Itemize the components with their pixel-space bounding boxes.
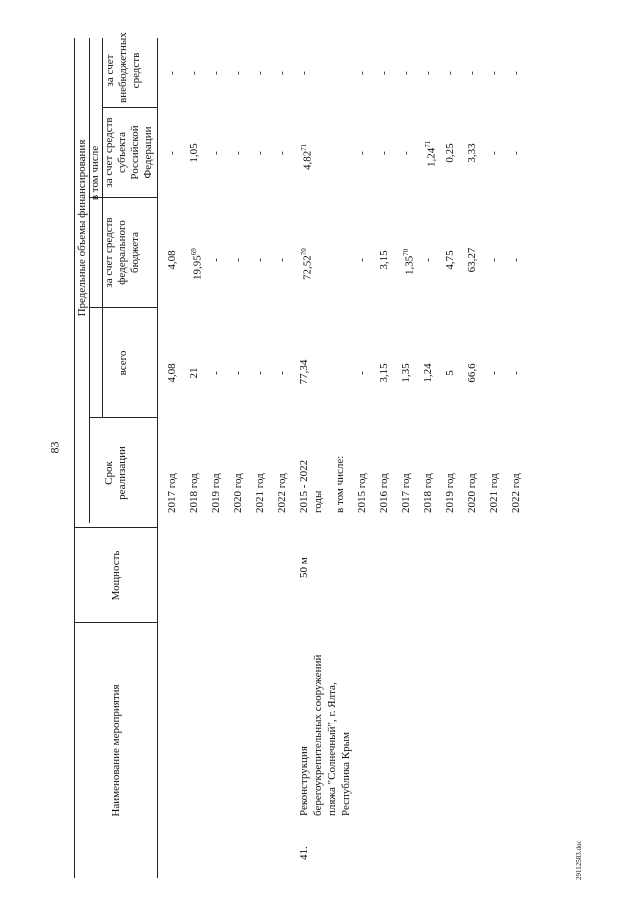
table-row-year: 2017 год xyxy=(400,473,412,513)
table-cell-total: 21 xyxy=(188,367,200,379)
item-name-line: берегоукрепительных сооружений xyxy=(312,654,324,816)
table-row-year: 2019 год xyxy=(210,473,222,513)
footnote-marker: 71 xyxy=(300,143,308,151)
table-cell-extra: - xyxy=(466,71,478,75)
table-cell-extra: - xyxy=(488,71,500,75)
table-cell-total: - xyxy=(276,371,288,375)
item-period-line: годы xyxy=(312,490,324,513)
header-name: Наименование мероприятия xyxy=(110,684,122,817)
table-row-year: 2020 год xyxy=(466,473,478,513)
table-row-year: 2018 год xyxy=(188,473,200,513)
table-row-year: 2015 год xyxy=(356,473,368,513)
header-regional: за счет средств субъекта Российской Федерации xyxy=(103,117,154,188)
table-cell-extra: - xyxy=(166,71,178,75)
table-cell-regional: - xyxy=(232,151,244,155)
item-number: 41. xyxy=(298,846,310,860)
table-cell-total: - xyxy=(232,371,244,375)
table-cell-extra: - xyxy=(188,71,200,75)
table-row-year: 2021 год xyxy=(488,473,500,513)
table-cell-regional: - xyxy=(488,151,500,155)
page-number: 83 xyxy=(47,441,62,454)
table-cell-extra: - xyxy=(422,71,434,75)
footnote-marker: 69 xyxy=(190,248,198,256)
table-cell-extra: - xyxy=(400,71,412,75)
item-period-line: 2015 - 2022 xyxy=(298,459,310,513)
table-cell-extra: - xyxy=(356,71,368,75)
item-name-line: Реконструкция xyxy=(298,746,310,816)
table-cell-total: 4,08 xyxy=(166,363,178,383)
table-cell-federal: - xyxy=(232,258,244,262)
table-cell-federal: - xyxy=(210,258,222,262)
table-cell-total: - xyxy=(356,371,368,375)
table-cell-extra: - xyxy=(444,71,456,75)
table-cell-regional: - xyxy=(400,151,412,155)
table-cell-total: 1,35 xyxy=(400,363,412,383)
table-cell-total: 66,6 xyxy=(466,363,478,383)
table-cell-total: - xyxy=(488,371,500,375)
table-top-border xyxy=(74,38,75,878)
table-cell-regional: - xyxy=(166,151,178,155)
header-including: в том числе xyxy=(89,145,101,201)
table-cell-federal: 3,15 xyxy=(378,250,390,270)
header-bottom-border xyxy=(157,38,158,878)
table-cell-extra: - xyxy=(254,71,266,75)
table-row-year: 2019 год xyxy=(444,473,456,513)
table-cell-total: - xyxy=(210,371,222,375)
header-total: всего xyxy=(117,350,129,376)
table-cell-regional: 0,25 xyxy=(444,143,456,163)
table-cell-total: - xyxy=(254,371,266,375)
table-cell-federal: 4,75 xyxy=(444,250,456,270)
table-cell-regional: - xyxy=(356,151,368,155)
rotated-table xyxy=(62,32,532,878)
table-cell-federal: - xyxy=(422,258,434,262)
table-row-year: 2017 год xyxy=(166,473,178,513)
footnote-marker: 71 xyxy=(424,140,432,148)
table-cell-federal: - xyxy=(510,258,522,262)
table-cell-regional: - xyxy=(254,151,266,155)
table-cell-total: 5 xyxy=(444,370,456,376)
table-cell-regional: - xyxy=(378,151,390,155)
table-cell-extra: - xyxy=(510,71,522,75)
table-row-year: 2018 год xyxy=(422,473,434,513)
table-row-year: 2022 год xyxy=(276,473,288,513)
table-cell-federal: - xyxy=(488,258,500,262)
table-row-year: 2021 год xyxy=(254,473,266,513)
header-federal: за счет средств федерального бюджета xyxy=(103,217,141,288)
table-cell-total: 1,24 xyxy=(422,363,434,383)
table-cell-federal: - xyxy=(254,258,266,262)
table-cell-total: - xyxy=(510,371,522,375)
table-row-year: 2016 год xyxy=(378,473,390,513)
table-cell-regional: 3,33 xyxy=(466,143,478,163)
table-cell-extra: - xyxy=(210,71,222,75)
table-cell-federal: - xyxy=(276,258,288,262)
item-name-line: пляжа "Солнечный", г. Ялта, xyxy=(326,682,338,816)
header-capacity: Мощность xyxy=(110,550,122,601)
table-cell-extra: - xyxy=(378,71,390,75)
footnote-marker: 70 xyxy=(300,248,308,256)
table-cell-federal: 4,08 xyxy=(166,250,178,270)
table-cell-total: 3,15 xyxy=(378,363,390,383)
item-extra: - xyxy=(298,71,310,75)
table-cell-regional: 1,05 xyxy=(188,143,200,163)
including-label: в том числе: xyxy=(334,455,346,513)
item-regional: 4,82$^{71}$ xyxy=(300,143,314,170)
table-cell-regional: - xyxy=(210,151,222,155)
table-cell-federal: 19,95$^{69}$ xyxy=(190,248,204,280)
table-cell-extra: - xyxy=(276,71,288,75)
item-total: 77,34 xyxy=(298,359,310,385)
table-cell-regional: 1,24$^{71}$ xyxy=(424,140,438,167)
table-cell-extra: - xyxy=(232,71,244,75)
table-cell-federal: - xyxy=(356,258,368,262)
table-cell-federal: 1,35$^{70}$ xyxy=(402,248,416,275)
header-period: Срок реализации xyxy=(103,446,128,500)
item-capacity: 50 м xyxy=(298,557,310,578)
item-name-line: Республика Крым xyxy=(340,732,352,816)
header-extra: за счет внебюджетных средств xyxy=(104,32,142,103)
header-limits: Предельные объемы финансирования xyxy=(76,139,88,317)
table-row-year: 2020 год xyxy=(232,473,244,513)
col-sep-extra xyxy=(102,107,157,108)
footnote-marker: 70 xyxy=(402,248,410,256)
table-cell-federal: 63,27 xyxy=(466,247,478,273)
item-federal: 72,52$^{70}$ xyxy=(300,248,314,280)
table-cell-regional: - xyxy=(276,151,288,155)
table-row-year: 2022 год xyxy=(510,473,522,513)
footer-filename: 29112583.doc xyxy=(575,840,583,880)
table-cell-regional: - xyxy=(510,151,522,155)
